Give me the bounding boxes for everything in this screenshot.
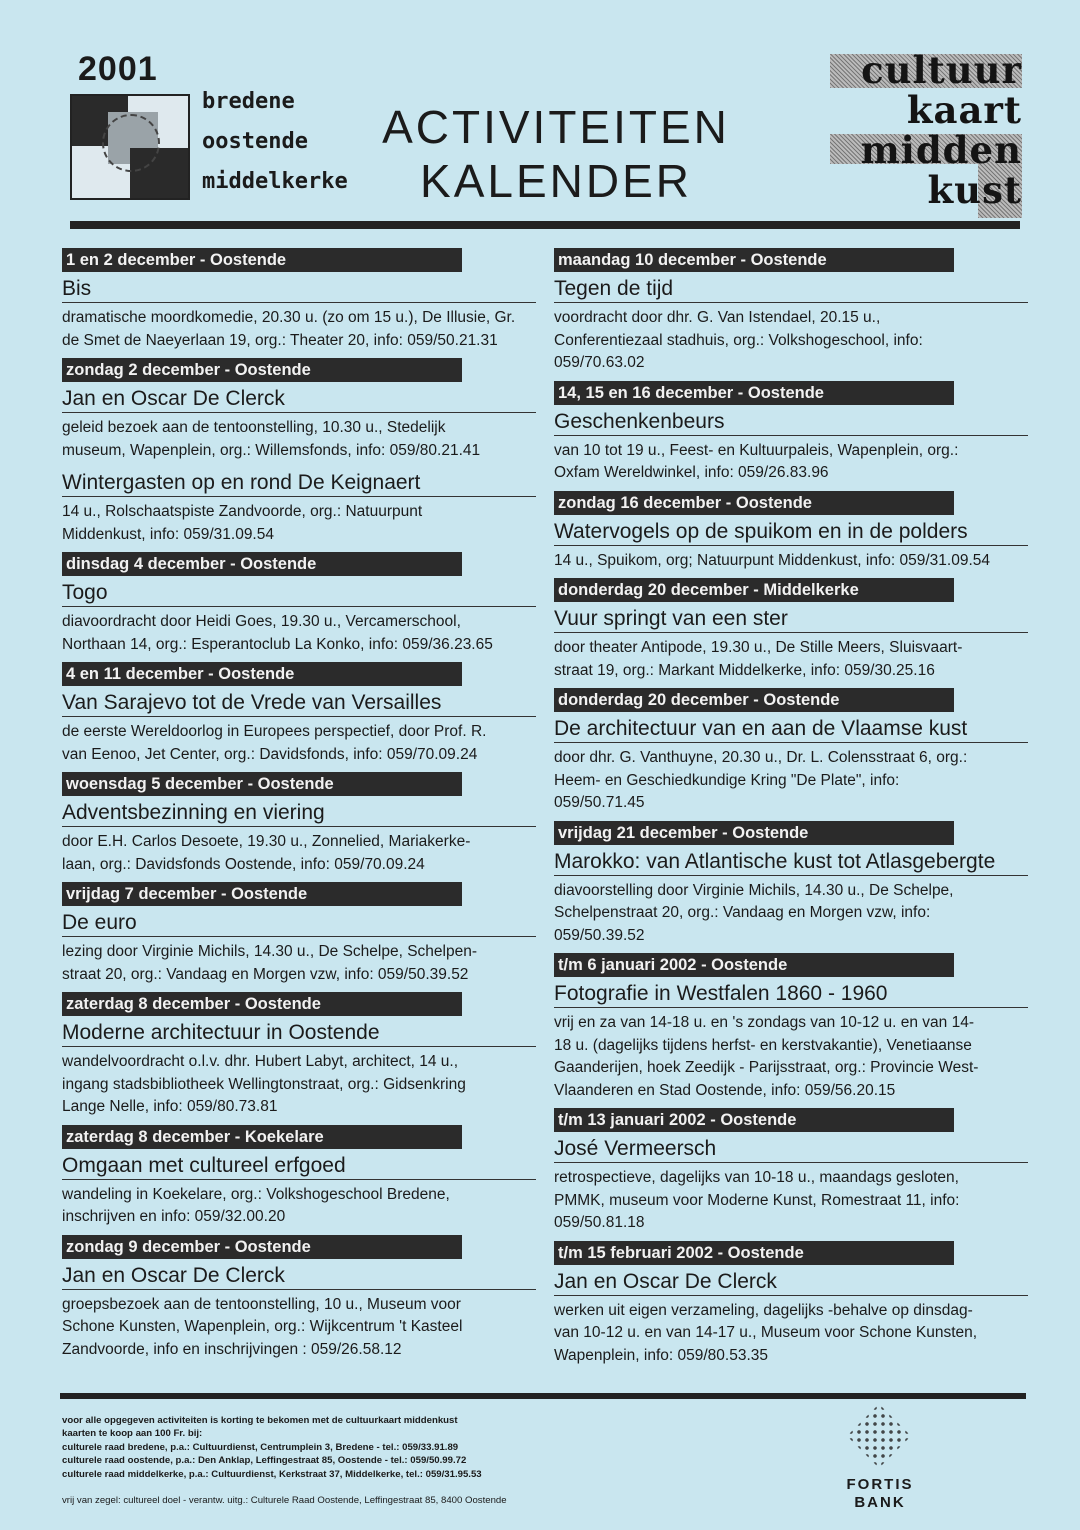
footer-line: kaarten te koop aan 100 Fr. bij: xyxy=(62,1428,203,1440)
sponsor-name-line: FORTIS xyxy=(846,1476,914,1493)
event-date-bar: t/m 15 februari 2002 - Oostende xyxy=(554,1241,954,1265)
left-column xyxy=(62,248,536,1367)
page-title xyxy=(356,100,756,208)
logo-word: midden xyxy=(860,128,1022,172)
event-description xyxy=(62,941,536,986)
event-block xyxy=(554,688,1028,815)
event-description-line: 14 u., Spuikom, org; Natuurpunt Middenkust, info: 059/31.09.54 xyxy=(554,551,990,569)
event-item xyxy=(554,981,1028,1102)
event-description xyxy=(62,1294,536,1362)
event-description-line: de eerste Wereldoorlog in Europees perspectief, door Prof. R. xyxy=(62,723,487,740)
event-item xyxy=(554,1136,1028,1235)
event-date-bar: donderdag 20 december - Oostende xyxy=(554,688,954,712)
event-description xyxy=(554,637,1028,682)
event-description-line: Zandvoorde, info en inschrijvingen : 059/26.58.12 xyxy=(62,1340,402,1358)
event-description-line: 14 u., Rolschaatspiste Zandvoorde, org.: Natuurpunt xyxy=(62,503,423,520)
event-title: Watervogels op de spuikom en in de polders xyxy=(554,519,1028,546)
title-line: ACTIVITEITEN xyxy=(382,101,730,153)
event-block xyxy=(554,1241,1028,1368)
event-description-line: dramatische moordkomedie, 20.30 u. (zo om 15 u.), De Illusie, Gr. xyxy=(62,309,516,326)
event-block xyxy=(62,772,536,876)
event-description xyxy=(62,501,536,546)
event-description xyxy=(62,1051,536,1119)
sponsor-logo xyxy=(835,1404,925,1512)
year: 2001 xyxy=(78,50,158,88)
event-date-bar: 4 en 11 december - Oostende xyxy=(62,662,462,686)
event-description-line: Middenkust, info: 059/31.09.54 xyxy=(62,525,274,543)
event-description-line: Vlaanderen en Stad Oostende, info: 059/56.20.15 xyxy=(554,1081,896,1099)
event-block xyxy=(554,821,1028,948)
event-description-line: vrij en za van 14-18 u. en 's zondags van 10-12 u. en van 14- xyxy=(554,1014,975,1031)
logo-word: kust xyxy=(927,168,1022,212)
cultuurkaart-logo xyxy=(830,50,1022,218)
event-title: Vuur springt van een ster xyxy=(554,606,1028,633)
event-block xyxy=(554,578,1028,682)
town-name: middelkerke xyxy=(202,169,348,194)
event-date-bar: 14, 15 en 16 december - Oostende xyxy=(554,381,954,405)
event-description-line: straat 19, org.: Markant Middelkerke, info: 059/30.25.16 xyxy=(554,661,935,679)
event-block xyxy=(62,1125,536,1229)
event-block xyxy=(554,1108,1028,1235)
event-title: Jan en Oscar De Clerck xyxy=(62,1263,536,1290)
event-description xyxy=(554,1300,1028,1368)
event-description-line: diavoorstelling door Virginie Michils, 14.30 u., De Schelpe, xyxy=(554,881,954,899)
footer-rule xyxy=(60,1393,1026,1399)
event-description-line: door theater Antipode, 19.30 u., De Stille Meers, Sluisvaart- xyxy=(554,639,963,656)
event-description-line: Northaan 14, org.: Esperantoclub La Konko, info: 059/36.23.65 xyxy=(62,635,493,653)
event-date-bar: zaterdag 8 december - Oostende xyxy=(62,992,462,1016)
event-title: Van Sarajevo tot de Vrede van Versailles xyxy=(62,690,536,717)
event-item xyxy=(554,849,1028,948)
event-item xyxy=(62,1020,536,1119)
footer-line: culturele raad oostende, p.a.: Den Anklap, Leffingestraat 85, Oostende - tel.: 059/50.99.72 xyxy=(62,1455,467,1467)
event-block xyxy=(62,248,536,352)
event-description-line: voordracht door dhr. G. Van Istendael, 20.15 u., xyxy=(554,309,881,326)
event-description-line: door dhr. G. Vanthuyne, 20.30 u., Dr. L. Colensstraat 6, org.: xyxy=(554,749,968,766)
sponsor-name xyxy=(835,1476,925,1512)
event-description-line: 059/70.63.02 xyxy=(554,354,645,371)
event-item xyxy=(62,1263,536,1362)
sponsor-mark-icon xyxy=(847,1404,911,1468)
event-item xyxy=(62,800,536,876)
event-description-line: Lange Nelle, info: 059/80.73.81 xyxy=(62,1098,278,1115)
footer-info xyxy=(62,1414,482,1481)
event-date-bar: t/m 6 januari 2002 - Oostende xyxy=(554,953,954,977)
event-description-line: inschrijven en info: 059/32.00.20 xyxy=(62,1208,286,1225)
event-description xyxy=(554,880,1028,948)
event-item xyxy=(62,276,536,352)
publisher-note: vrij van zegel: cultureel doel - verantw. uitg.: Culturele Raad Oostende, Leffingestraat 85, 8400 Oostende xyxy=(62,1495,507,1506)
event-title: Bis xyxy=(62,276,536,303)
event-description-line: van 10-12 u. en van 14-17 u., Museum voor Schone Kunsten, xyxy=(554,1324,978,1341)
event-date-bar: donderdag 20 december - Middelkerke xyxy=(554,578,954,602)
event-description-line: de Smet de Naeyerlaan 19, org.: Theater 20, info: 059/50.21.31 xyxy=(62,331,498,349)
event-block xyxy=(62,992,536,1119)
event-description xyxy=(62,307,536,352)
event-description xyxy=(554,747,1028,815)
event-title: Jan en Oscar De Clerck xyxy=(554,1269,1028,1296)
event-description-line: wandelvoordracht o.l.v. dhr. Hubert Labyt, architect, 14 u., xyxy=(62,1053,459,1070)
event-title: De euro xyxy=(62,910,536,937)
event-description xyxy=(62,611,536,656)
logo-graphic xyxy=(70,94,190,200)
event-item xyxy=(554,606,1028,682)
event-block xyxy=(62,552,536,656)
footer-line: voor alle opgegeven activiteiten is korting te bekomen met de cultuurkaart middenkust xyxy=(62,1415,458,1426)
event-title: Fotografie in Westfalen 1860 - 1960 xyxy=(554,981,1028,1008)
event-date-bar: 1 en 2 december - Oostende xyxy=(62,248,462,272)
event-description-line: Heem- en Geschiedkundige Kring "De Plate", info: xyxy=(554,771,900,789)
event-block xyxy=(62,358,536,546)
event-item xyxy=(62,1153,536,1229)
event-date-bar: t/m 13 januari 2002 - Oostende xyxy=(554,1108,954,1132)
event-description-line: 18 u. (dagelijks tijdens herfst- en kerstvakantie), Venetiaanse xyxy=(554,1036,972,1054)
event-date-bar: vrijdag 7 december - Oostende xyxy=(62,882,462,906)
event-item xyxy=(62,386,536,462)
event-block xyxy=(554,953,1028,1102)
logo-word: cultuur xyxy=(861,48,1022,92)
town-name: oostende xyxy=(202,129,308,154)
event-description-line: van Eenoo, Jet Center, org.: Davidsfonds, info: 059/70.09.24 xyxy=(62,745,478,763)
event-title: Jan en Oscar De Clerck xyxy=(62,386,536,413)
event-description-line: groepsbezoek aan de tentoonstelling, 10 u., Museum voor xyxy=(62,1295,461,1313)
event-description-line: straat 20, org.: Vandaag en Morgen vzw, info: 059/50.39.52 xyxy=(62,965,469,983)
event-description xyxy=(62,831,536,876)
event-date-bar: zondag 2 december - Oostende xyxy=(62,358,462,382)
event-description-line: ingang stadsbibliotheek Wellingtonstraat, org.: Gidsenkring xyxy=(62,1075,466,1093)
event-description-line: lezing door Virginie Michils, 14.30 u., De Schelpe, Schelpen- xyxy=(62,943,478,960)
event-date-bar: zondag 16 december - Oostende xyxy=(554,491,954,515)
event-description xyxy=(554,440,1028,485)
event-item xyxy=(554,1269,1028,1368)
event-title: Tegen de tijd xyxy=(554,276,1028,303)
footer-line: culturele raad middelkerke, p.a.: Cultuurdienst, Kerkstraat 37, Middelkerke, tel.: 059/31.95.53 xyxy=(62,1468,482,1480)
event-title: De architectuur van en aan de Vlaamse kust xyxy=(554,716,1028,743)
event-title: Geschenkenbeurs xyxy=(554,409,1028,436)
event-item xyxy=(62,910,536,986)
event-description xyxy=(554,307,1028,375)
event-description-line: 059/50.81.18 xyxy=(554,1214,645,1231)
town-list xyxy=(202,82,348,202)
town-name: bredene xyxy=(202,89,295,114)
event-description-line: wandeling in Koekelare, org.: Volkshogeschool Bredene, xyxy=(62,1185,450,1203)
event-date-bar: dinsdag 4 december - Oostende xyxy=(62,552,462,576)
event-item xyxy=(554,716,1028,815)
event-date-bar: woensdag 5 december - Oostende xyxy=(62,772,462,796)
event-date-bar: maandag 10 december - Oostende xyxy=(554,248,954,272)
event-title: Marokko: van Atlantische kust tot Atlasgebergte xyxy=(554,849,1028,876)
event-item xyxy=(62,690,536,766)
event-description-line: retrospectieve, dagelijks van 10-18 u., maandags gesloten, xyxy=(554,1169,959,1186)
event-description-line: Schelpenstraat 20, org.: Vandaag en Morgen vzw, info: xyxy=(554,904,931,921)
event-description xyxy=(62,721,536,766)
event-title: José Vermeersch xyxy=(554,1136,1028,1163)
event-title: Omgaan met cultureel erfgoed xyxy=(62,1153,536,1180)
event-description-line: Gaanderijen, hoek Zeedijk - Parijsstraat, org.: Provincie West- xyxy=(554,1059,979,1076)
event-title: Moderne architectuur in Oostende xyxy=(62,1020,536,1047)
event-item xyxy=(554,276,1028,375)
event-block xyxy=(62,882,536,986)
event-block xyxy=(554,491,1028,573)
event-date-bar: zaterdag 8 december - Koekelare xyxy=(62,1125,462,1149)
event-description xyxy=(554,1012,1028,1102)
event-block xyxy=(554,248,1028,375)
event-description-line: door E.H. Carlos Desoete, 19.30 u., Zonnelied, Mariakerke- xyxy=(62,833,471,850)
event-description-line: Schone Kunsten, Wapenplein, org.: Wijkcentrum 't Kasteel xyxy=(62,1318,463,1335)
event-description-line: van 10 tot 19 u., Feest- en Kultuurpaleis, Wapenplein, org.: xyxy=(554,441,959,459)
event-block xyxy=(62,1235,536,1362)
title-line: KALENDER xyxy=(420,155,692,207)
event-description-line: laan, org.: Davidsfonds Oostende, info: 059/70.09.24 xyxy=(62,855,425,873)
header-rule xyxy=(70,221,1020,229)
event-description xyxy=(62,1184,536,1229)
event-description-line: Wapenplein, info: 059/80.53.35 xyxy=(554,1346,769,1364)
event-date-bar: vrijdag 21 december - Oostende xyxy=(554,821,954,845)
sponsor-name-line: BANK xyxy=(854,1494,906,1511)
logo-word: kaart xyxy=(906,88,1022,132)
event-description-line: Oxfam Wereldwinkel, info: 059/26.83.96 xyxy=(554,464,829,481)
event-description-line: geleid bezoek aan de tentoonstelling, 10.30 u., Stedelijk xyxy=(62,419,446,436)
event-description xyxy=(554,1167,1028,1235)
right-column xyxy=(554,248,1028,1373)
event-title: Wintergasten op en rond De Keignaert xyxy=(62,470,536,497)
event-date-bar: zondag 9 december - Oostende xyxy=(62,1235,462,1259)
event-description-line: 059/50.39.52 xyxy=(554,926,645,944)
event-description-line: diavoordracht door Heidi Goes, 19.30 u., Vercamerschool, xyxy=(62,613,461,630)
event-description-line: PMMK, museum voor Moderne Kunst, Romestraat 11, info: xyxy=(554,1191,960,1209)
event-item xyxy=(554,519,1028,573)
footer-line: culturele raad bredene, p.a.: Cultuurdienst, Centrumplein 3, Bredene - tel.: 059/33.91.89 xyxy=(62,1441,459,1453)
event-description-line: werken uit eigen verzameling, dagelijks -behalve op dinsdag- xyxy=(554,1301,973,1319)
event-description-line: 059/50.71.45 xyxy=(554,794,645,811)
event-description-line: museum, Wapenplein, org.: Willemsfonds, info: 059/80.21.41 xyxy=(62,441,481,459)
event-block xyxy=(554,381,1028,485)
event-title: Adventsbezinning en viering xyxy=(62,800,536,827)
event-description-line: Conferentiezaal stadhuis, org.: Volkshogeschool, info: xyxy=(554,331,923,349)
event-block xyxy=(62,662,536,766)
event-title: Togo xyxy=(62,580,536,607)
event-description xyxy=(62,417,536,462)
event-item xyxy=(554,409,1028,485)
event-item xyxy=(62,580,536,656)
event-description xyxy=(554,550,1028,573)
event-item xyxy=(62,470,536,546)
